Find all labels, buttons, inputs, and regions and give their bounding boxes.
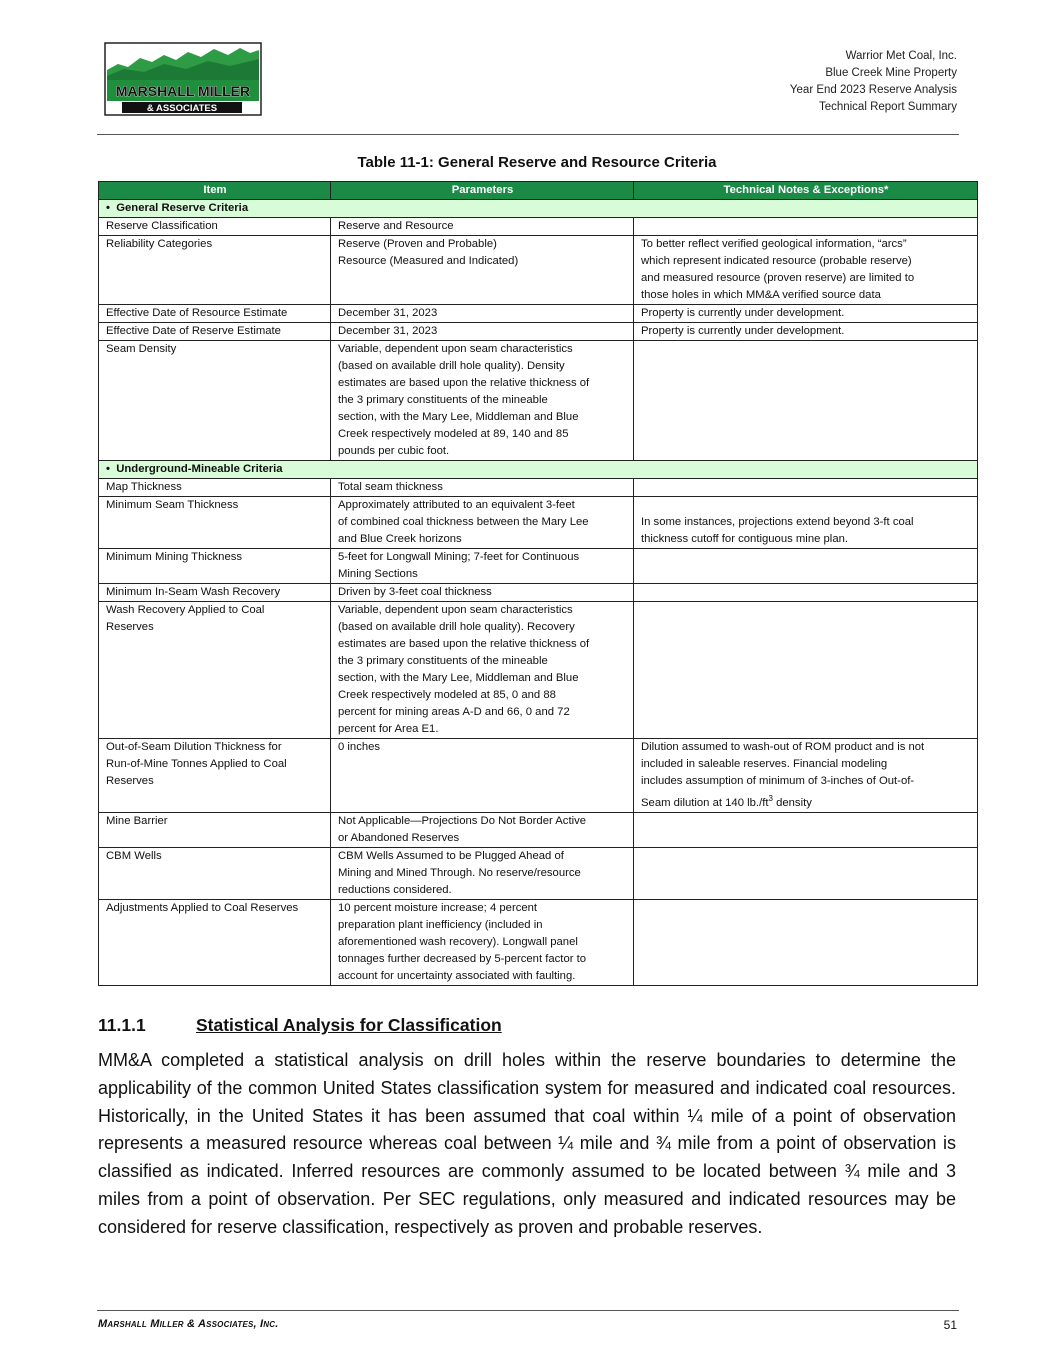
parameters-cell [331, 584, 634, 602]
item-cell [99, 812, 331, 847]
params-line: December 31, 2023 [338, 325, 438, 337]
params-line: Creek respectively modeled at 85, 0 and 88 [338, 689, 556, 701]
item-cell [99, 236, 331, 305]
table-row [99, 847, 978, 899]
item-line: Out-of-Seam Dilution Thickness for [106, 741, 282, 753]
table-row [99, 305, 978, 323]
item-line: Run-of-Mine Tonnes Applied to Coal [106, 758, 287, 770]
header-divider [97, 134, 959, 135]
notes-line: includes assumption of minimum of 3-inches of Out-of- [641, 775, 915, 787]
params-line: 10 percent moisture increase; 4 percent [338, 901, 538, 914]
table-row [99, 899, 978, 985]
params-line: pounds per cubic foot. [338, 445, 450, 457]
params-line: Mining and Mined Through. No reserve/resource [338, 866, 581, 879]
header-analysis: Year End 2023 Reserve Analysis [789, 84, 957, 96]
item-cell [99, 218, 331, 236]
notes-cell [634, 847, 978, 899]
item-cell [99, 323, 331, 341]
params-line: the 3 primary constituents of the mineable [338, 655, 548, 667]
parameters-cell [331, 497, 634, 549]
parameters-cell [331, 847, 634, 899]
item-line: Wash Recovery Applied to Coal [106, 604, 265, 616]
item-line: Minimum In-Seam Wash Recovery [106, 586, 281, 598]
notes-cell [634, 497, 978, 549]
params-line: Driven by 3-feet coal thickness [338, 586, 492, 598]
item-cell [99, 549, 331, 584]
item-cell [99, 341, 331, 461]
notes-cell [634, 739, 978, 813]
item-cell [99, 305, 331, 323]
params-line: Creek respectively modeled at 89, 140 and 85 [338, 428, 569, 440]
notes-cell [634, 305, 978, 323]
params-line: December 31, 2023 [338, 307, 438, 319]
item-cell [99, 497, 331, 549]
parameters-cell [331, 236, 634, 305]
parameters-cell [331, 479, 634, 497]
item-cell [99, 602, 331, 739]
table-row [99, 549, 978, 584]
item-line: CBM Wells [106, 849, 162, 862]
params-line: preparation plant inefficiency (included in [338, 918, 543, 931]
company-logo [104, 42, 262, 116]
column-header-notes: Technical Notes & Exceptions* [634, 182, 978, 200]
column-header-parameters: Parameters [331, 182, 634, 200]
section-label-text: Underground-Mineable Criteria [116, 463, 283, 475]
logo-line1: MARSHALL MILLER [115, 83, 251, 99]
notes-line: Property is currently under development. [641, 307, 845, 319]
params-line: Mining Sections [338, 568, 418, 580]
parameters-cell [331, 323, 634, 341]
item-line: Reserve Classification [106, 220, 218, 232]
header-property: Blue Creek Mine Property [825, 67, 957, 79]
notes-line: which represent indicated resource (probable reserve) [641, 255, 912, 267]
parameters-cell [331, 739, 634, 813]
body-paragraph: MM&A completed a statistical analysis on drill holes within the reserve boundaries to determine the applicability of the common United States classification system for measured and indicated coal resources. Historically, in the United States it has been assumed that coal within ¼ mile of a point of observation represents a measured resource whereas coal between ¼ mile and ¾ mile from a point of observation is classified as indicated. Inferred resources are commonly assumed to be located between ¾ mile and 3 miles from a point of observation. Per SEC regulations, only measured and indicated resources may be considered for reserve classification, respectively as proven and probable reserves. [98, 1050, 956, 1237]
params-line: CBM Wells Assumed to be Plugged Ahead of [338, 849, 564, 862]
params-line: (based on available drill hole quality). Recovery [338, 621, 575, 633]
params-line: Reserve and Resource [338, 220, 454, 232]
params-line: (based on available drill hole quality). Density [338, 360, 565, 372]
item-line: Minimum Seam Thickness [106, 499, 239, 511]
params-line: and Blue Creek horizons [338, 533, 462, 545]
notes-line: thickness cutoff for contiguous mine plan. [641, 533, 849, 545]
notes-line: those holes in which MM&A verified source data [641, 289, 881, 301]
section-label-text: General Reserve Criteria [116, 202, 249, 214]
notes-cell [634, 479, 978, 497]
notes-cell [634, 218, 978, 236]
notes-final-suffix: density [772, 796, 812, 809]
params-line: the 3 primary constituents of the mineable [338, 394, 548, 406]
table-row [99, 497, 978, 549]
notes-cell [634, 602, 978, 739]
table-row [99, 584, 978, 602]
table-caption: Table 11-1: General Reserve and Resource Criteria [357, 154, 717, 171]
notes-line: Property is currently under development. [641, 325, 845, 337]
criteria-table [98, 181, 978, 986]
item-cell [99, 584, 331, 602]
item-line: Reliability Categories [106, 238, 213, 250]
column-header-item: Item [99, 182, 331, 200]
notes-cell [634, 341, 978, 461]
params-line: aforementioned wash recovery). Longwall panel [338, 935, 578, 948]
table-row [99, 323, 978, 341]
footer-company: Marshall Miller & Associates, Inc. [98, 1318, 279, 1330]
notes-line: Dilution assumed to wash-out of ROM product and is not [641, 741, 925, 753]
params-line: 5-feet for Longwall Mining; 7-feet for Continuous [338, 551, 580, 563]
header-company: Warrior Met Coal, Inc. [845, 50, 957, 62]
notes-cell [634, 899, 978, 985]
item-cell [99, 899, 331, 985]
parameters-cell [331, 899, 634, 985]
item-cell [99, 479, 331, 497]
notes-line: included in saleable reserves. Financial modeling [641, 758, 888, 770]
item-line: Map Thickness [106, 481, 182, 493]
params-line: Variable, dependent upon seam characteristics [338, 604, 573, 616]
params-line: Variable, dependent upon seam characteristics [338, 343, 573, 355]
logo-line2: & ASSOCIATES [146, 103, 218, 114]
item-line: Effective Date of Reserve Estimate [106, 325, 281, 337]
params-line: percent for mining areas A-D and 66, 0 and 72 [338, 706, 570, 718]
notes-final-line [641, 790, 971, 812]
table-row [99, 218, 978, 236]
header-report-type: Technical Report Summary [818, 101, 957, 113]
section-number: 11.1.1 [98, 1015, 146, 1035]
notes-line: and measured resource (proven reserve) are limited to [641, 272, 915, 284]
section-label: • General Reserve Criteria [99, 200, 978, 218]
params-line: reductions considered. [338, 883, 452, 896]
item-line: Seam Density [106, 343, 177, 355]
section-row-general [99, 200, 978, 218]
params-line: tonnages further decreased by 5-percent factor to [338, 952, 587, 965]
item-line: Effective Date of Resource Estimate [106, 307, 288, 319]
cubic-superscript: 3 [768, 794, 773, 803]
table-header-row [99, 182, 978, 200]
notes-lines [641, 739, 971, 790]
parameters-cell [331, 602, 634, 739]
params-line: Reserve (Proven and Probable) [338, 238, 497, 250]
section-row-underground [99, 461, 978, 479]
params-line: 0 inches [338, 741, 381, 753]
item-cell [99, 739, 331, 813]
item-line: Minimum Mining Thickness [106, 551, 243, 563]
parameters-cell [331, 812, 634, 847]
params-line: estimates are based upon the relative thickness of [338, 638, 590, 650]
params-line: Total seam thickness [338, 481, 443, 493]
parameters-cell [331, 218, 634, 236]
item-line: Mine Barrier [106, 814, 168, 827]
notes-cell [634, 323, 978, 341]
table-row [99, 479, 978, 497]
item-line: Reserves [106, 621, 154, 633]
params-line: or Abandoned Reserves [338, 831, 460, 844]
footer-divider [97, 1310, 959, 1311]
item-line: Reserves [106, 775, 154, 787]
table-row [99, 341, 978, 461]
notes-cell [634, 236, 978, 305]
params-line: estimates are based upon the relative thickness of [338, 377, 590, 389]
section-title: Statistical Analysis for Classification [196, 1015, 502, 1035]
notes-line: To better reflect verified geological information, “arcs” [641, 238, 907, 250]
params-line: percent for Area E1. [338, 723, 439, 735]
params-line: Not Applicable—Projections Do Not Border Active [338, 814, 587, 827]
item-line: Adjustments Applied to Coal Reserves [106, 901, 299, 914]
parameters-cell [331, 549, 634, 584]
parameters-cell [331, 341, 634, 461]
params-line: section, with the Mary Lee, Middleman and Blue [338, 411, 579, 423]
notes-cell [634, 549, 978, 584]
page-number: 51 [943, 1318, 957, 1332]
notes-line: In some instances, projections extend beyond 3-ft coal [641, 516, 914, 528]
params-line: of combined coal thickness between the Mary Lee [338, 516, 589, 528]
params-line: section, with the Mary Lee, Middleman and Blue [338, 672, 579, 684]
table-row [99, 236, 978, 305]
table-row [99, 739, 978, 813]
item-cell [99, 847, 331, 899]
table-row [99, 602, 978, 739]
notes-final-text: Seam dilution at 140 lb./ft [641, 796, 769, 809]
parameters-cell [331, 305, 634, 323]
notes-cell [634, 584, 978, 602]
params-line: Approximately attributed to an equivalent 3-feet [338, 499, 575, 511]
document-header [790, 48, 957, 116]
params-line: account for uncertainty associated with faulting. [338, 969, 576, 982]
section-label: • Underground-Mineable Criteria [99, 461, 978, 479]
params-line: Resource (Measured and Indicated) [338, 255, 519, 267]
table-row [99, 812, 978, 847]
notes-cell [634, 812, 978, 847]
